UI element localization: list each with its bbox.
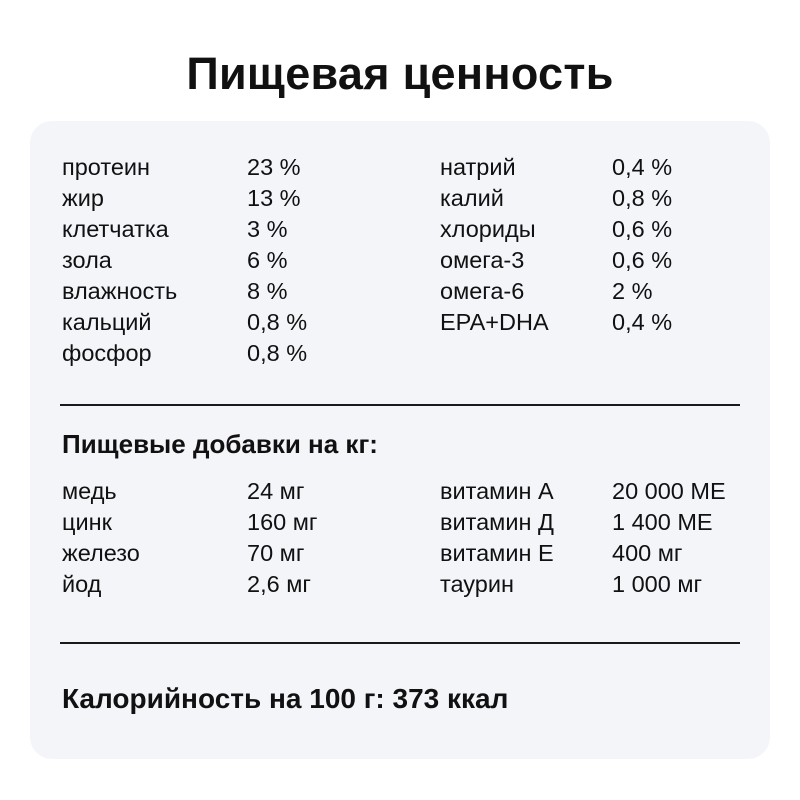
nutrient-row (440, 183, 672, 214)
section-divider (60, 642, 740, 644)
nutrient-name: кальций (62, 309, 152, 335)
nutrient-row (62, 214, 307, 245)
nutrient-name: хлориды (440, 216, 536, 242)
nutrient-value: 0,8 % (612, 185, 673, 211)
additives-heading: Пищевые добавки на кг: (62, 429, 378, 459)
nutrient-name: омега-3 (440, 247, 525, 273)
nutrient-value: 6 % (247, 247, 288, 273)
nutrient-row (62, 245, 307, 276)
nutrient-row (62, 152, 307, 183)
nutrient-row (440, 152, 672, 183)
nutrient-row (62, 338, 307, 369)
additive-row (440, 507, 726, 538)
additive-name: витамин А (440, 478, 554, 504)
nutrient-name: жир (62, 185, 104, 211)
additive-row (62, 476, 317, 507)
additive-value: 160 мг (247, 509, 318, 535)
additive-name: цинк (62, 509, 112, 535)
additive-value: 24 мг (247, 478, 305, 504)
nutrient-row (62, 183, 307, 214)
nutrition-card (30, 121, 770, 759)
calories-summary: Калорийность на 100 г: 373 ккал (62, 683, 509, 714)
additives-left-list (62, 476, 317, 600)
additive-value: 400 мг (612, 540, 683, 566)
nutrient-row (440, 307, 672, 338)
additive-value: 70 мг (247, 540, 305, 566)
nutrient-value: 0,4 % (612, 309, 673, 335)
nutrient-value: 23 % (247, 154, 301, 180)
nutrient-value: 13 % (247, 185, 301, 211)
additive-name: таурин (440, 571, 514, 597)
nutrient-row (62, 307, 307, 338)
additive-row (62, 569, 317, 600)
nutrient-row (62, 276, 307, 307)
nutrient-name: калий (440, 185, 504, 211)
additive-value: 20 000 МЕ (612, 478, 726, 504)
additive-name: медь (62, 478, 117, 504)
nutrient-name: натрий (440, 154, 516, 180)
page-title: Пищевая ценность (186, 48, 614, 99)
nutrient-name: фосфор (62, 340, 152, 366)
additive-value: 1 000 мг (612, 571, 703, 597)
nutrient-name: влажность (62, 278, 178, 304)
nutrients-right-list (440, 152, 672, 338)
additive-name: витамин Е (440, 540, 554, 566)
nutrient-value: 0,8 % (247, 309, 308, 335)
additive-row (62, 538, 317, 569)
nutrient-name: омега-6 (440, 278, 525, 304)
additive-row (440, 538, 726, 569)
nutrient-row (440, 245, 672, 276)
nutrient-value: 8 % (247, 278, 288, 304)
additives-right-list (440, 476, 726, 600)
section-divider (60, 404, 740, 406)
additive-value: 1 400 МЕ (612, 509, 713, 535)
nutrient-value: 0,6 % (612, 216, 673, 242)
nutrient-value: 0,6 % (612, 247, 673, 273)
nutrient-row (440, 276, 672, 307)
nutrient-name: протеин (62, 154, 151, 180)
nutrient-value: 3 % (247, 216, 288, 242)
additive-name: йод (62, 571, 102, 597)
additive-row (62, 507, 317, 538)
nutrient-name: клетчатка (62, 216, 169, 242)
additive-row (440, 569, 726, 600)
nutrient-value: 2 % (612, 278, 653, 304)
additive-value: 2,6 мг (247, 571, 311, 597)
nutrient-name: зола (62, 247, 112, 273)
additive-name: железо (62, 540, 140, 566)
nutrient-value: 0,8 % (247, 340, 308, 366)
additive-row (440, 476, 726, 507)
nutrients-left-list (62, 152, 307, 369)
additive-name: витамин Д (440, 509, 554, 535)
nutrient-name: EPA+DHA (440, 309, 549, 335)
nutrient-value: 0,4 % (612, 154, 673, 180)
nutrient-row (440, 214, 672, 245)
